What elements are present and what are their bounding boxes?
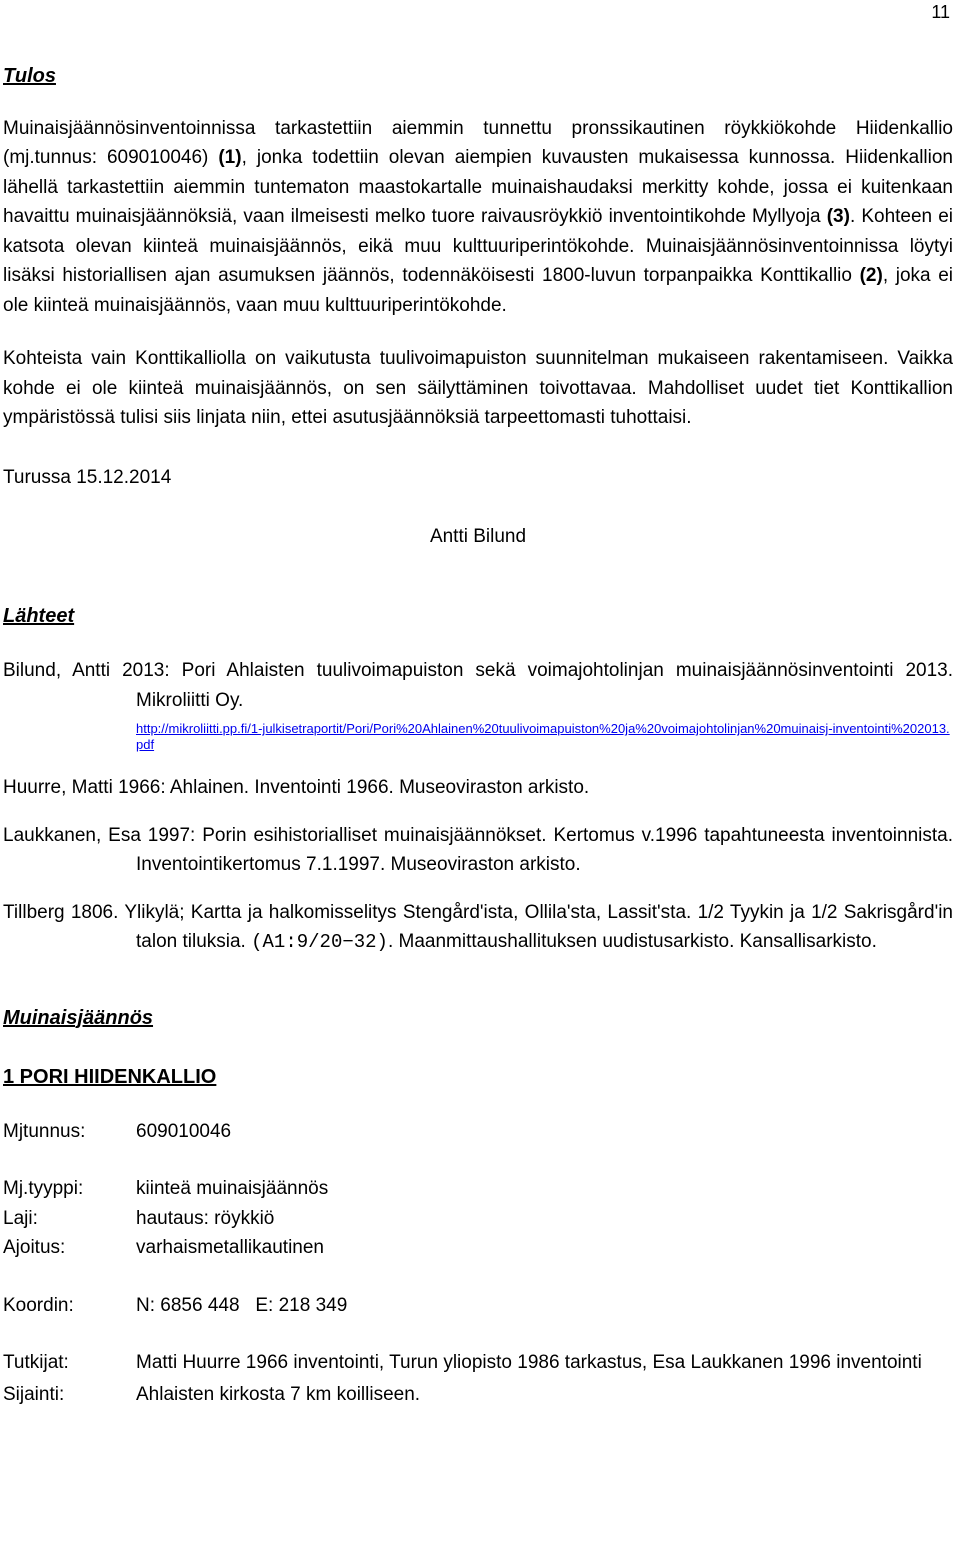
koordin-label: Koordin: [3,1294,74,1316]
sijainti-value: Ahlaisten kirkosta 7 km koilliseen. [136,1383,421,1405]
mjtunnus-row [3,1117,953,1147]
muinaisjaannos-heading: Muinaisjäännös [3,1006,154,1029]
ajoitus-row [3,1233,953,1263]
tutkijat-label: Tutkijat: [3,1352,69,1373]
sijainti-label: Sijainti: [3,1383,65,1405]
ajoitus-value: varhaismetallikautinen [136,1237,324,1258]
mjtunnus-value: 609010046 [136,1120,232,1142]
site-title: 1 PORI HIIDENKALLIO [3,1066,217,1088]
koordin-value: N: 6856 448 E: 218 349 [136,1294,348,1316]
reference-tillberg: Tillberg 1806. Ylikylä; Kartta ja halkomisselitys Stengård'ista, Ollila'sta, Lassit'sta. 1/2 Tyykin ja 1/2 Sakrisgård'in talon tiluksia. (A1:9/20−32). Maanmittaushallituksen uudistusarkisto. Kansallisarkisto. [3,901,953,953]
reference-laukkanen: Laukkanen, Esa 1997: Porin esihistorialliset muinaisjäännökset. Kertomus v.1996 tapahtuneesta inventoinnista. Inventointikertomus 7.1.1997. Museoviraston arkisto. [3,824,953,875]
laji-label: Laji: [3,1207,38,1229]
tyyppi-label: Mj.tyyppi: [3,1178,84,1199]
tyyppi-row [3,1174,953,1204]
reference-huurre: Huurre, Matti 1966: Ahlainen. Inventointi 1966. Museoviraston arkisto. [3,777,590,798]
lahteet-heading: Lähteet [3,604,75,627]
tulos-paragraph-2: Kohteista vain Konttikalliolla on vaikutusta tuulivoimapuiston suunnitelman mukaiseen rakentamiseen. Vaikka kohde ei ole kiinteä muinaisjäännös, on sen säilyttäminen toivottavaa. Mahdolliset uudet tiet Konttikallion ympäristössä tulisi siis linjata niin, ettei asutusjäännöksiä tarpeettomasti tuhottaisi. [3,348,953,428]
mjtunnus-label: Mjtunnus: [3,1120,86,1142]
tulos-heading: Tulos [3,65,56,87]
signature: Antti Bilund [429,526,527,547]
tutkijat-value: Matti Huurre 1966 inventointi, Turun yliopisto 1986 tarkastus, Esa Laukkanen 1996 inventointi [136,1352,922,1373]
tulos-paragraph-1: Muinaisjäännösinventoinnissa tarkastettiin aiemmin tunnettu pronssikautinen röykkiökohde Hiidenkallio (mj.tunnus: 609010046) (1), jonka todettiin olevan aiempien kuvausten mukaisessa kunnossa. Hiidenkallion lähellä tarkastettiin aiemmin tuntematon maastokartalle muinaishaudaksi merkitty kohde, jossa ei kuitenkaan havaittu muinaisjäännöksiä, vaan ilmeisesti melko tuore raivausröykkiö inventointikohde Myllyoja (3). Kohteen ei katsota olevan kiinteä muinaisjäännös, eikä muu kulttuuriperintökohde. Muinaisjäännösinventoinnissa löytyi lisäksi historiallisen ajan asumuksen jäännös, todennäköisesti 1800-luvun torpanpaikka Konttikallio (2), joka ei ole kiinteä muinaisjäännös, vaan muu kulttuuriperintökohde. [3,117,954,316]
ajoitus-label: Ajoitus: [3,1237,66,1258]
place-date: Turussa 15.12.2014 [3,466,172,488]
koordin-row [3,1291,953,1321]
tyyppi-value: kiinteä muinaisjäännös [136,1178,329,1199]
reference-bilund: Bilund, Antti 2013: Pori Ahlaisten tuulivoimapuiston sekä voimajohtolinjan muinaisjäännösinventointi 2013. Mikroliitti Oy. [3,660,953,711]
laji-value: hautaus: röykkiö [136,1207,275,1229]
tutkijat-row [3,1348,953,1378]
reference-link[interactable]: http://mikroliitti.pp.fi/1-julkisetraportit/Pori/Pori%20Ahlainen%20tuulivoimapuiston%20ja%20voimajohtolinjan%20muinaisj-inventointi%202013.pdf [136,721,950,752]
page-number: 11 [931,2,950,22]
document-body [3,62,953,1409]
sijainti-row [3,1380,953,1410]
laji-row [3,1204,953,1234]
